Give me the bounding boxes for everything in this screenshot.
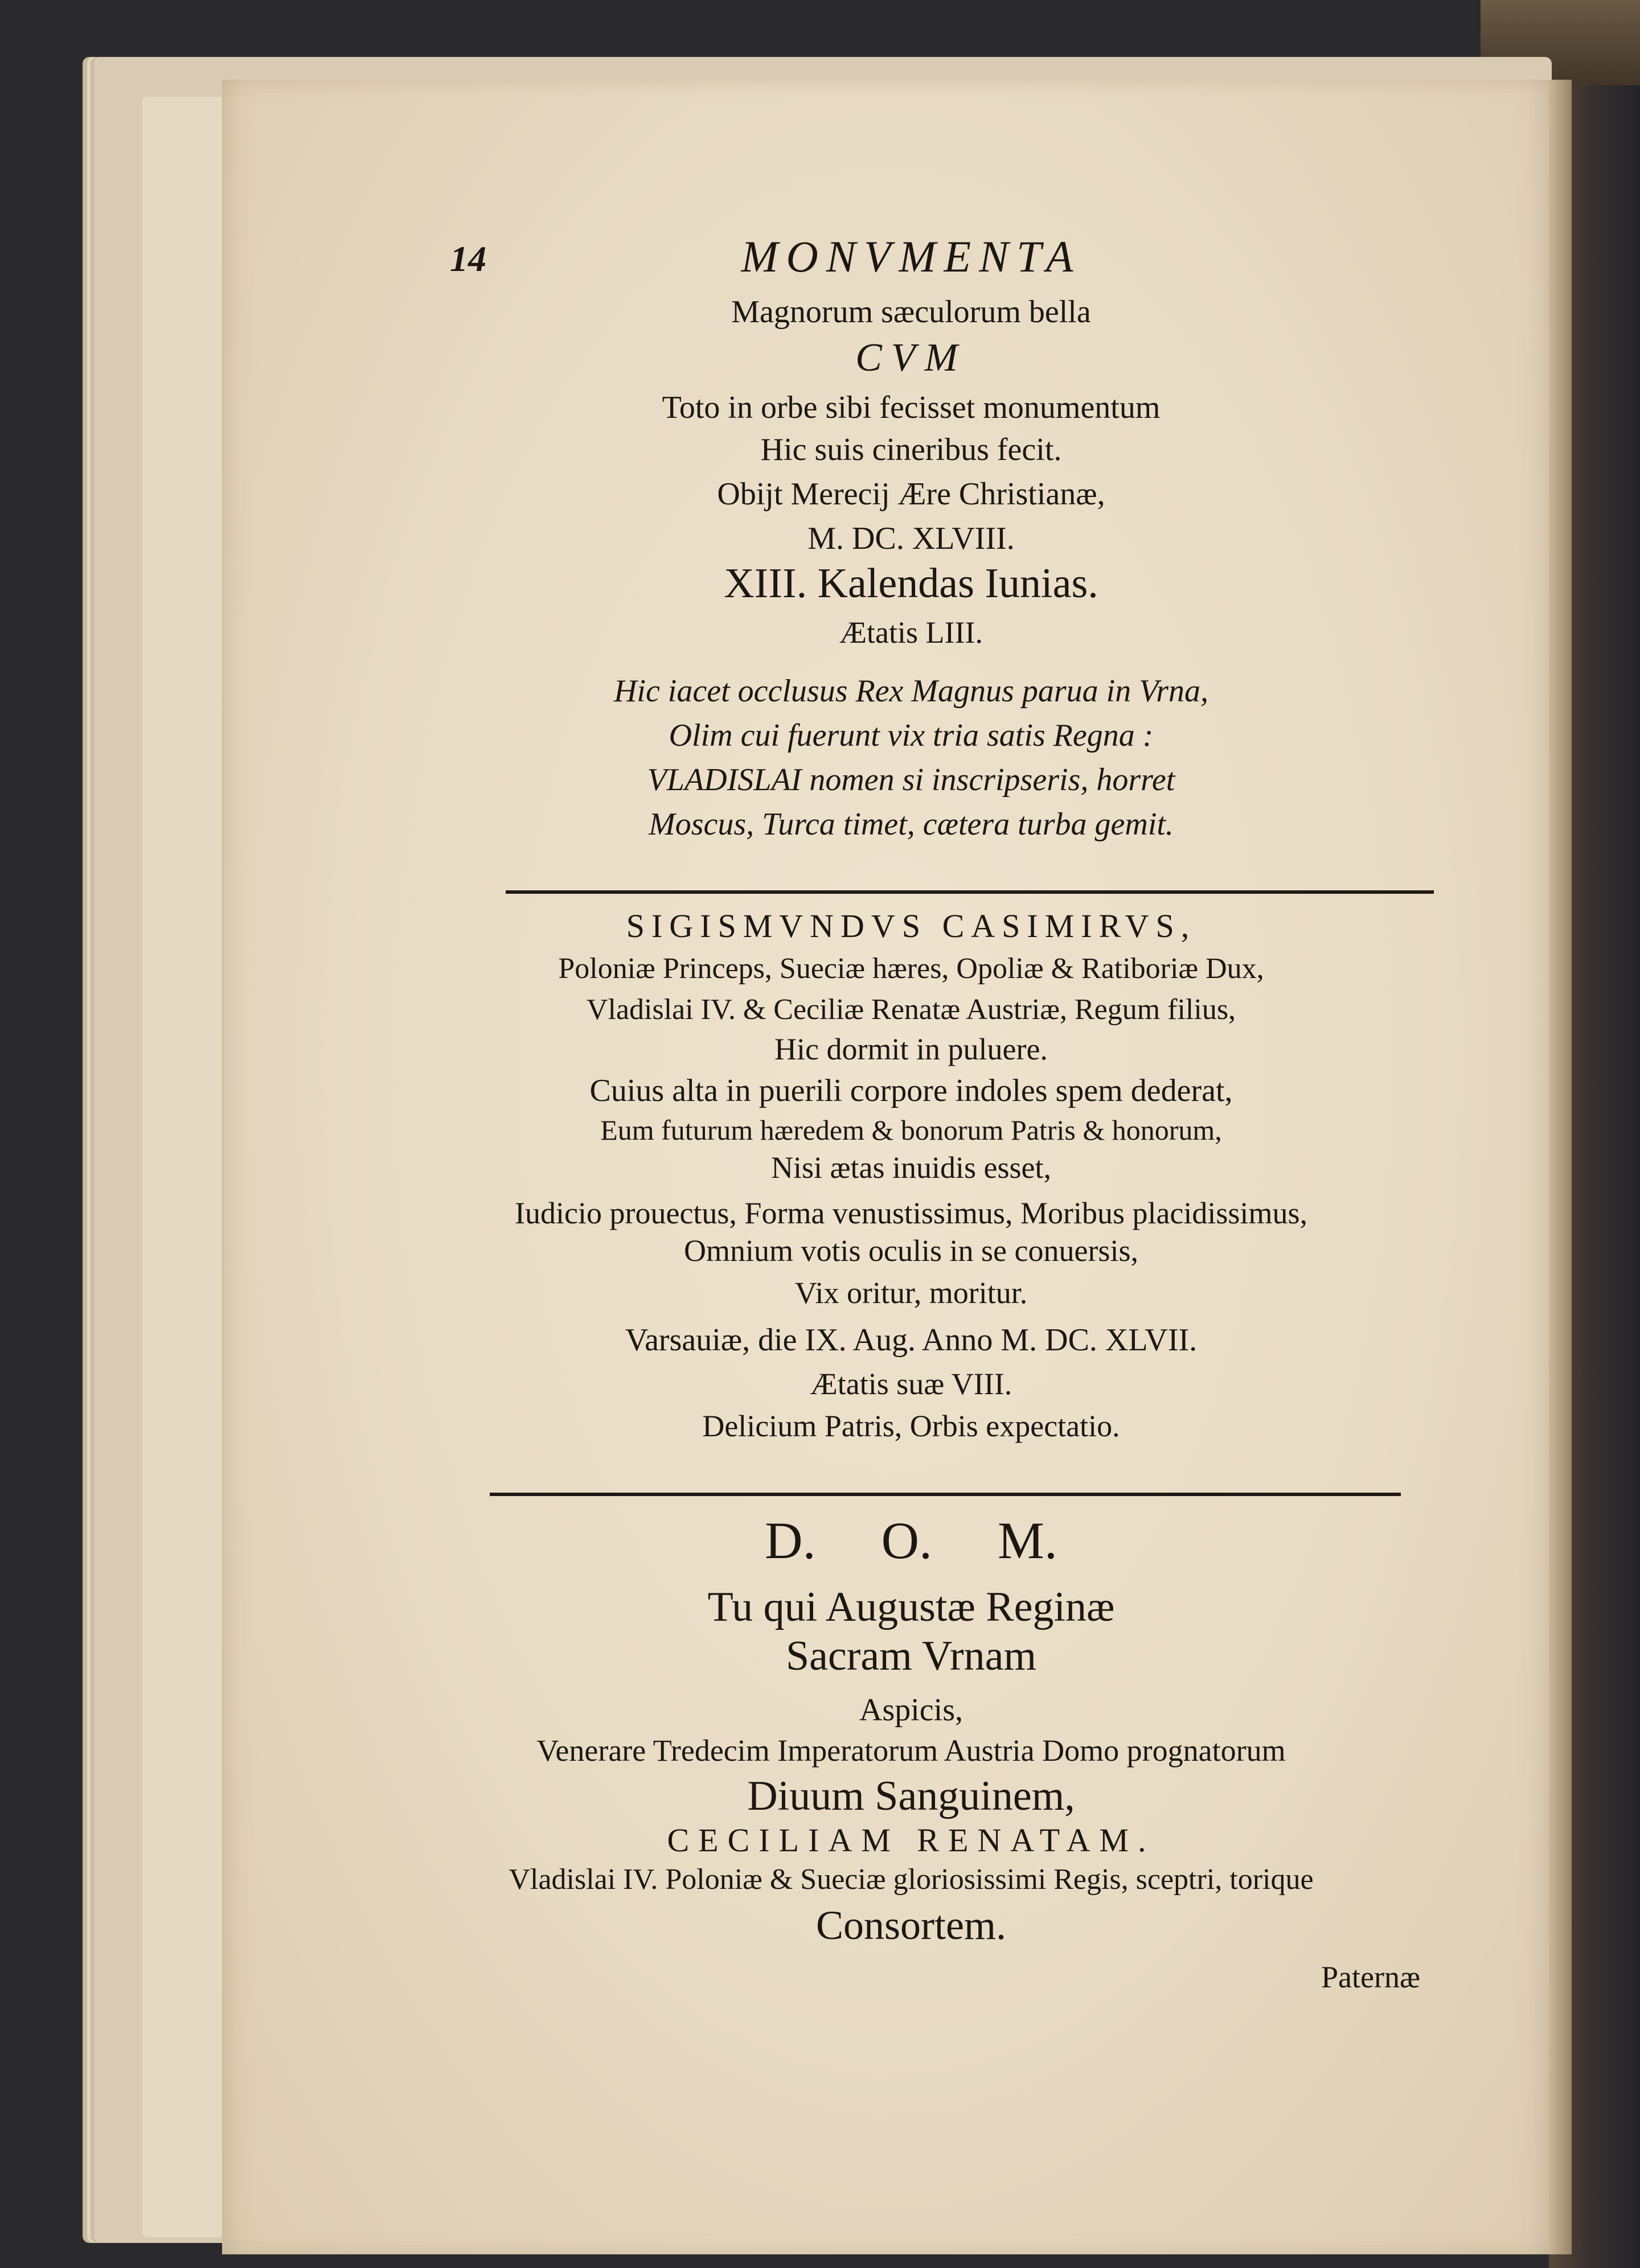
section1-line: Magnorum sæculorum bella [731, 294, 1091, 330]
section1-line: CVM [855, 336, 967, 380]
divider-rule [506, 890, 1434, 894]
verse-line: VLADISLAI nomen si inscripseris, horret [647, 762, 1175, 798]
catchword: Paternæ [1321, 1960, 1420, 1994]
section1-line: Ætatis LIII. [839, 615, 983, 650]
section2-line: Cuius alta in puerili corpore indoles spem dederat, [589, 1073, 1233, 1108]
section1-line: Hic suis cineribus fecit. [760, 432, 1062, 467]
section3-line: CECILIAM RENATAM. [667, 1822, 1155, 1859]
section2-line: Hic dormit in puluere. [774, 1032, 1048, 1066]
section3-heading: D. O. M. [765, 1511, 1057, 1569]
section3-line: Venerare Tredecim Imperatorum Austria Domo prognatorum [536, 1733, 1286, 1768]
section2-line: Eum futurum hæredem & bonorum Patris & honorum, [600, 1114, 1222, 1146]
section3-line: Aspicis, [859, 1692, 963, 1728]
section3-line: Sacram Vrnam [785, 1633, 1037, 1679]
section2-heading: SIGISMVNDVS CASIMIRVS, [626, 907, 1196, 944]
section2-line: Iudicio prouectus, Forma venustissimus, Moribus placidissimus, [515, 1196, 1307, 1230]
section3-line: Vladislai IV. Poloniæ & Sueciæ gloriosissimi Regis, sceptri, torique [509, 1863, 1314, 1896]
verse-line: Olim cui fuerunt vix tria satis Regna : [669, 718, 1154, 753]
section2-line: Ætatis suæ VIII. [810, 1367, 1012, 1401]
section1-line: M. DC. XLVIII. [807, 521, 1015, 556]
section1-line: Obijt Merecij Ære Christianæ, [717, 476, 1105, 512]
section2-line: Vix oritur, moritur. [794, 1276, 1028, 1310]
section1-line: Toto in orbe sibi fecisset monumentum [662, 390, 1161, 425]
verse-line: Moscus, Turca timet, cætera turba gemit. [649, 807, 1174, 842]
section2-line: Delicium Patris, Orbis expectatio. [702, 1409, 1120, 1443]
section2-line: Poloniæ Princeps, Sueciæ hæres, Opoliæ & Ratiboriæ Dux, [558, 952, 1264, 985]
verse-line: Hic iacet occlusus Rex Magnus parua in Vrna, [613, 673, 1209, 709]
section2-line: Varsauiæ, die IX. Aug. Anno M. DC. XLVII. [625, 1322, 1198, 1358]
section2-line: Nisi ætas inuidis esset, [770, 1151, 1051, 1185]
section3-line: Tu qui Augustæ Reginæ [707, 1584, 1115, 1630]
section1-line: XIII. Kalendas Iunias. [724, 560, 1098, 607]
section3-line: Consortem. [816, 1903, 1006, 1948]
page-number: 14 [450, 239, 486, 279]
section2-line: Omnium votis oculis in se conuersis, [684, 1234, 1138, 1268]
section3-line: Diuum Sanguinem, [747, 1773, 1075, 1819]
divider-rule [490, 1493, 1401, 1496]
section1-heading: MONVMENTA [741, 232, 1081, 281]
section2-line: Vladislai IV. & Ceciliæ Renatæ Austriæ, Regum filius, [586, 993, 1236, 1026]
